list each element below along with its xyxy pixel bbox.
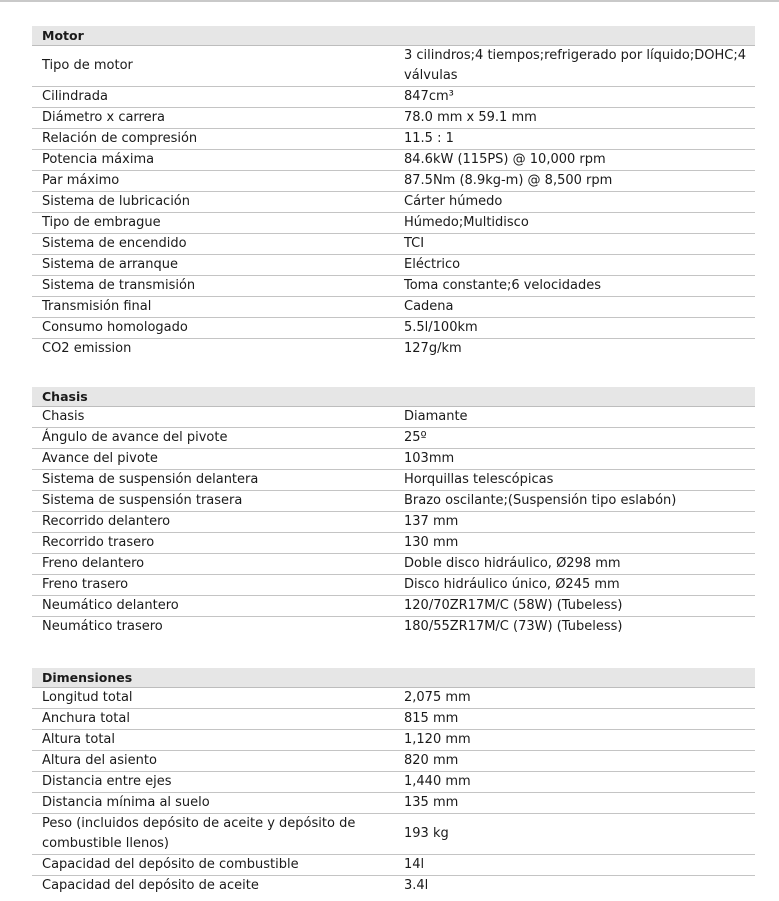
spec-label: Sistema de suspensión trasera: [42, 493, 243, 508]
spec-label: Sistema de encendido: [42, 236, 187, 251]
spec-label: Neumático trasero: [42, 619, 163, 634]
spec-value: 78.0 mm x 59.1 mm: [404, 110, 537, 125]
spec-label: Potencia máxima: [42, 152, 155, 167]
spec-row: [32, 339, 755, 359]
spec-value: 103mm: [404, 451, 455, 466]
section-motor: [32, 26, 755, 359]
spec-row: [32, 255, 755, 276]
spec-label: Anchura total: [42, 711, 130, 726]
spec-row: [32, 108, 755, 129]
spec-row: [32, 876, 755, 896]
spec-row: [32, 596, 755, 617]
spec-value: Toma constante;6 velocidades: [404, 278, 601, 293]
spec-label: CO2 emission: [42, 341, 132, 356]
top-divider: [0, 0, 779, 2]
section-chasis: [32, 387, 755, 637]
spec-row: [32, 793, 755, 814]
spec-label: Avance del pivote: [42, 451, 158, 466]
spec-row: [32, 617, 755, 637]
spec-value: 11.5 : 1: [404, 131, 454, 146]
spec-row: [32, 751, 755, 772]
spec-label: Longitud total: [42, 690, 133, 705]
spec-row: [32, 470, 755, 491]
spec-label: Sistema de transmisión: [42, 278, 196, 293]
section-dimensiones: [32, 668, 755, 896]
spec-row: [32, 855, 755, 876]
spec-value: Cadena: [404, 299, 454, 314]
spec-label: Capacidad del depósito de combustible: [42, 857, 299, 872]
section-title: Dimensiones: [32, 668, 755, 688]
spec-row: [32, 709, 755, 730]
spec-label: Sistema de suspensión delantera: [42, 472, 259, 487]
spec-value: Disco hidráulico único, Ø245 mm: [404, 577, 620, 592]
spec-value: 3.4l: [404, 878, 429, 893]
spec-label: Neumático delantero: [42, 598, 179, 613]
spec-value: 1,440 mm: [404, 774, 471, 789]
spec-label: Tipo de embrague: [42, 215, 161, 230]
spec-value: Brazo oscilante;(Suspensión tipo eslabón): [404, 493, 677, 508]
spec-value: Diamante: [404, 409, 468, 424]
spec-value: 135 mm: [404, 795, 459, 810]
spec-value: 127g/km: [404, 341, 462, 356]
spec-row: [32, 87, 755, 108]
section-title: Chasis: [32, 387, 755, 407]
spec-value: 120/70ZR17M/C (58W) (Tubeless): [404, 598, 623, 613]
spec-value: 3 cilindros;4 tiempos;refrigerado por líquido;DOHC;4 válvulas: [404, 48, 747, 83]
spec-row: [32, 554, 755, 575]
spec-label: Altura del asiento: [42, 753, 157, 768]
spec-value: 847cm³: [404, 89, 454, 104]
spec-row: [32, 814, 755, 855]
spec-row: [32, 297, 755, 318]
spec-row: [32, 688, 755, 709]
spec-row: [32, 512, 755, 533]
spec-row: [32, 234, 755, 255]
spec-label: Consumo homologado: [42, 320, 188, 335]
spec-value: 87.5Nm (8.9kg-m) @ 8,500 rpm: [404, 173, 613, 188]
spec-label: Chasis: [42, 409, 85, 424]
spec-label: Capacidad del depósito de aceite: [42, 878, 259, 893]
spec-value: 815 mm: [404, 711, 459, 726]
spec-label: Peso (incluidos depósito de aceite y depósito de combustible llenos): [42, 816, 356, 851]
spec-row: [32, 150, 755, 171]
spec-row: [32, 730, 755, 751]
spec-label: Diámetro x carrera: [42, 110, 165, 125]
spec-value: TCI: [404, 236, 425, 251]
spec-value: 180/55ZR17M/C (73W) (Tubeless): [404, 619, 623, 634]
spec-value: 193 kg: [404, 826, 449, 841]
spec-label: Freno trasero: [42, 577, 129, 592]
spec-label: Distancia entre ejes: [42, 774, 172, 789]
spec-value: Horquillas telescópicas: [404, 472, 554, 487]
spec-row: [32, 318, 755, 339]
spec-value: 25º: [404, 430, 427, 445]
spec-row: [32, 46, 755, 87]
spec-row: [32, 276, 755, 297]
spec-label: Sistema de arranque: [42, 257, 178, 272]
spec-row: [32, 772, 755, 793]
spec-value: 2,075 mm: [404, 690, 471, 705]
spec-value: Húmedo;Multidisco: [404, 215, 529, 230]
spec-row: [32, 129, 755, 150]
spec-label: Freno delantero: [42, 556, 145, 571]
spec-value: 1,120 mm: [404, 732, 471, 747]
spec-row: [32, 171, 755, 192]
spec-row: [32, 575, 755, 596]
spec-label: Recorrido delantero: [42, 514, 171, 529]
spec-label: Par máximo: [42, 173, 120, 188]
spec-label: Relación de compresión: [42, 131, 198, 146]
spec-label: Transmisión final: [42, 299, 152, 314]
spec-label: Cilindrada: [42, 89, 108, 104]
spec-value: 130 mm: [404, 535, 459, 550]
spec-row: [32, 213, 755, 234]
spec-row: [32, 533, 755, 554]
spec-value: 84.6kW (115PS) @ 10,000 rpm: [404, 152, 606, 167]
spec-row: [32, 428, 755, 449]
spec-label: Ángulo de avance del pivote: [42, 430, 228, 445]
spec-label: Sistema de lubricación: [42, 194, 191, 209]
spec-value: Eléctrico: [404, 257, 461, 272]
spec-label: Recorrido trasero: [42, 535, 155, 550]
section-title: Motor: [32, 26, 755, 46]
spec-value: 820 mm: [404, 753, 459, 768]
spec-value: Doble disco hidráulico, Ø298 mm: [404, 556, 621, 571]
spec-value: 137 mm: [404, 514, 459, 529]
spec-value: 5.5l/100km: [404, 320, 478, 335]
spec-value: Cárter húmedo: [404, 194, 503, 209]
spec-label: Distancia mínima al suelo: [42, 795, 210, 810]
spec-row: [32, 407, 755, 428]
spec-label: Altura total: [42, 732, 116, 747]
spec-label: Tipo de motor: [42, 58, 133, 73]
spec-value: 14l: [404, 857, 425, 872]
spec-row: [32, 192, 755, 213]
spec-row: [32, 491, 755, 512]
spec-row: [32, 449, 755, 470]
